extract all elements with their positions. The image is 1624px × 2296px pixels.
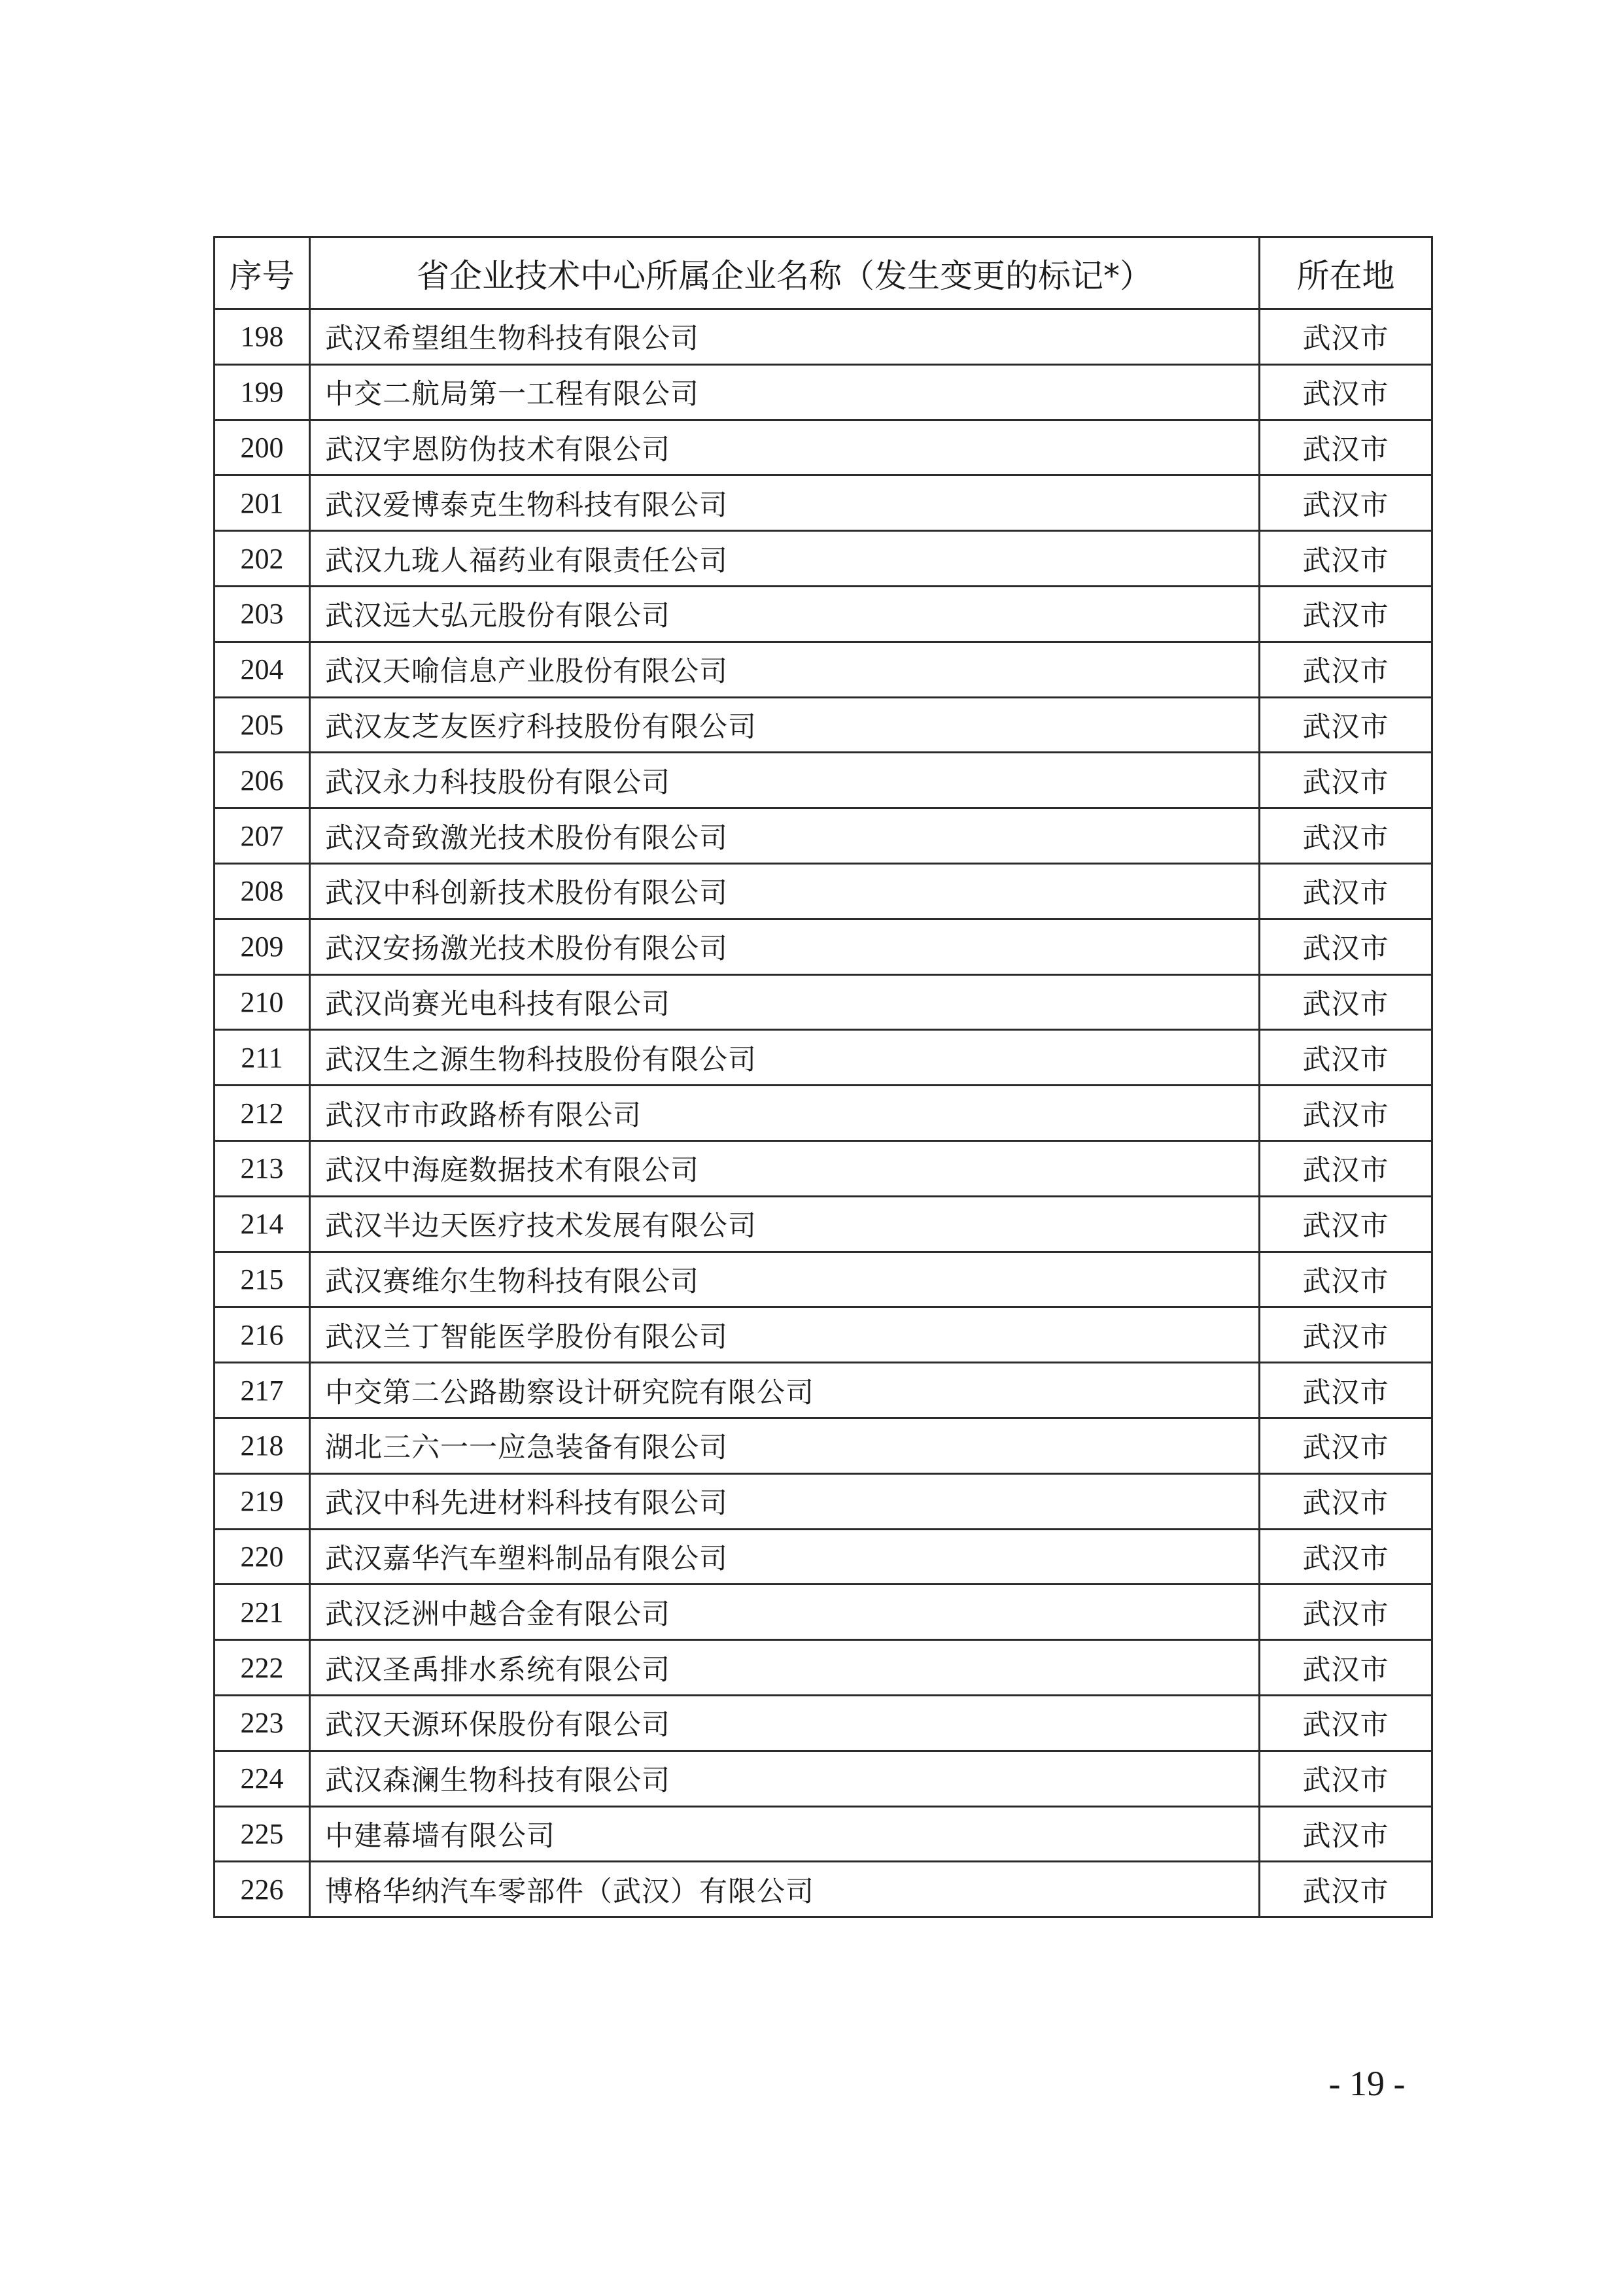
row-location: 武汉市 [1260, 586, 1432, 642]
table-row [215, 974, 1432, 1030]
row-number: 225 [215, 1806, 310, 1862]
row-company-name: 武汉森澜生物科技有限公司 [310, 1751, 1260, 1806]
row-company-name: 武汉半边天医疗技术发展有限公司 [310, 1196, 1260, 1252]
row-location: 武汉市 [1260, 1196, 1432, 1252]
row-company-name: 武汉中海庭数据技术有限公司 [310, 1140, 1260, 1196]
row-company-name: 武汉天喻信息产业股份有限公司 [310, 642, 1260, 697]
row-company-name: 武汉希望组生物科技有限公司 [310, 309, 1260, 365]
table-row [215, 586, 1432, 642]
row-location: 武汉市 [1260, 1252, 1432, 1307]
row-location: 武汉市 [1260, 1862, 1432, 1917]
table-row [215, 1363, 1432, 1418]
table-row [215, 531, 1432, 587]
row-company-name: 武汉宇恩防伪技术有限公司 [310, 420, 1260, 475]
row-number: 224 [215, 1751, 310, 1806]
row-company-name: 武汉圣禹排水系统有限公司 [310, 1640, 1260, 1696]
row-location: 武汉市 [1260, 863, 1432, 919]
row-company-name: 中建幕墙有限公司 [310, 1806, 1260, 1862]
table-row [215, 1751, 1432, 1806]
row-location: 武汉市 [1260, 919, 1432, 974]
row-company-name: 湖北三六一一应急装备有限公司 [310, 1418, 1260, 1473]
row-number: 199 [215, 364, 310, 420]
row-company-name: 武汉泛洲中越合金有限公司 [310, 1585, 1260, 1640]
row-location: 武汉市 [1260, 1529, 1432, 1585]
page-number: - 19 - [1328, 2064, 1406, 2103]
row-location: 武汉市 [1260, 531, 1432, 587]
row-number: 200 [215, 420, 310, 475]
row-number: 210 [215, 974, 310, 1030]
row-company-name: 武汉永力科技股份有限公司 [310, 753, 1260, 808]
row-number: 211 [215, 1030, 310, 1086]
row-location: 武汉市 [1260, 1585, 1432, 1640]
row-location: 武汉市 [1260, 1418, 1432, 1473]
row-location: 武汉市 [1260, 1086, 1432, 1141]
row-location: 武汉市 [1260, 1363, 1432, 1418]
row-number: 201 [215, 475, 310, 531]
row-number: 205 [215, 697, 310, 753]
table-row [215, 364, 1432, 420]
row-location: 武汉市 [1260, 808, 1432, 864]
table-row [215, 808, 1432, 864]
row-number: 204 [215, 642, 310, 697]
row-company-name: 武汉中科创新技术股份有限公司 [310, 863, 1260, 919]
row-location: 武汉市 [1260, 309, 1432, 365]
table-row [215, 863, 1432, 919]
table-row [215, 642, 1432, 697]
row-number: 198 [215, 309, 310, 365]
table-row [215, 1196, 1432, 1252]
header-name: 省企业技术中心所属企业名称（发生变更的标记*） [310, 237, 1260, 309]
table-body [215, 309, 1432, 1917]
table-row [215, 1030, 1432, 1086]
row-location: 武汉市 [1260, 1030, 1432, 1086]
row-location: 武汉市 [1260, 753, 1432, 808]
row-location: 武汉市 [1260, 1140, 1432, 1196]
row-location: 武汉市 [1260, 1307, 1432, 1363]
table-row [215, 1640, 1432, 1696]
table-row [215, 1806, 1432, 1862]
row-company-name: 武汉赛维尔生物科技有限公司 [310, 1252, 1260, 1307]
table-row [215, 309, 1432, 365]
row-number: 202 [215, 531, 310, 587]
row-location: 武汉市 [1260, 1473, 1432, 1529]
row-number: 218 [215, 1418, 310, 1473]
row-company-name: 武汉奇致激光技术股份有限公司 [310, 808, 1260, 864]
row-number: 222 [215, 1640, 310, 1696]
row-company-name: 武汉市市政路桥有限公司 [310, 1086, 1260, 1141]
row-location: 武汉市 [1260, 1751, 1432, 1806]
table-row [215, 1307, 1432, 1363]
enterprise-table [213, 236, 1433, 1918]
row-company-name: 武汉远大弘元股份有限公司 [310, 586, 1260, 642]
row-company-name: 武汉九珑人福药业有限责任公司 [310, 531, 1260, 587]
row-company-name: 武汉兰丁智能医学股份有限公司 [310, 1307, 1260, 1363]
row-number: 208 [215, 863, 310, 919]
row-location: 武汉市 [1260, 1695, 1432, 1751]
table-row [215, 420, 1432, 475]
header-location: 所在地 [1260, 237, 1432, 309]
row-number: 206 [215, 753, 310, 808]
row-number: 221 [215, 1585, 310, 1640]
row-number: 219 [215, 1473, 310, 1529]
row-company-name: 武汉尚赛光电科技有限公司 [310, 974, 1260, 1030]
row-location: 武汉市 [1260, 475, 1432, 531]
row-company-name: 武汉嘉华汽车塑料制品有限公司 [310, 1529, 1260, 1585]
row-company-name: 武汉安扬激光技术股份有限公司 [310, 919, 1260, 974]
table-row [215, 1418, 1432, 1473]
table-row [215, 475, 1432, 531]
row-number: 203 [215, 586, 310, 642]
table-row [215, 1252, 1432, 1307]
row-number: 209 [215, 919, 310, 974]
table-row [215, 1695, 1432, 1751]
row-company-name: 中交二航局第一工程有限公司 [310, 364, 1260, 420]
table-row [215, 1862, 1432, 1917]
row-company-name: 武汉中科先进材料科技有限公司 [310, 1473, 1260, 1529]
table-row [215, 1140, 1432, 1196]
row-company-name: 武汉爱博泰克生物科技有限公司 [310, 475, 1260, 531]
row-number: 216 [215, 1307, 310, 1363]
row-number: 214 [215, 1196, 310, 1252]
row-number: 226 [215, 1862, 310, 1917]
table-row [215, 1585, 1432, 1640]
row-company-name: 武汉天源环保股份有限公司 [310, 1695, 1260, 1751]
row-location: 武汉市 [1260, 642, 1432, 697]
table-header-row [215, 237, 1432, 309]
row-location: 武汉市 [1260, 1806, 1432, 1862]
table-row [215, 753, 1432, 808]
row-number: 212 [215, 1086, 310, 1141]
row-company-name: 中交第二公路勘察设计研究院有限公司 [310, 1363, 1260, 1418]
table-row [215, 1086, 1432, 1141]
row-location: 武汉市 [1260, 420, 1432, 475]
row-company-name: 武汉友芝友医疗科技股份有限公司 [310, 697, 1260, 753]
row-number: 207 [215, 808, 310, 864]
row-location: 武汉市 [1260, 1640, 1432, 1696]
row-number: 217 [215, 1363, 310, 1418]
table-row [215, 919, 1432, 974]
row-company-name: 博格华纳汽车零部件（武汉）有限公司 [310, 1862, 1260, 1917]
table-row [215, 1529, 1432, 1585]
header-number: 序号 [215, 237, 310, 309]
row-number: 223 [215, 1695, 310, 1751]
row-number: 215 [215, 1252, 310, 1307]
row-number: 220 [215, 1529, 310, 1585]
row-location: 武汉市 [1260, 364, 1432, 420]
row-location: 武汉市 [1260, 974, 1432, 1030]
table-row [215, 1473, 1432, 1529]
table-row [215, 697, 1432, 753]
row-location: 武汉市 [1260, 697, 1432, 753]
row-number: 213 [215, 1140, 310, 1196]
row-company-name: 武汉生之源生物科技股份有限公司 [310, 1030, 1260, 1086]
